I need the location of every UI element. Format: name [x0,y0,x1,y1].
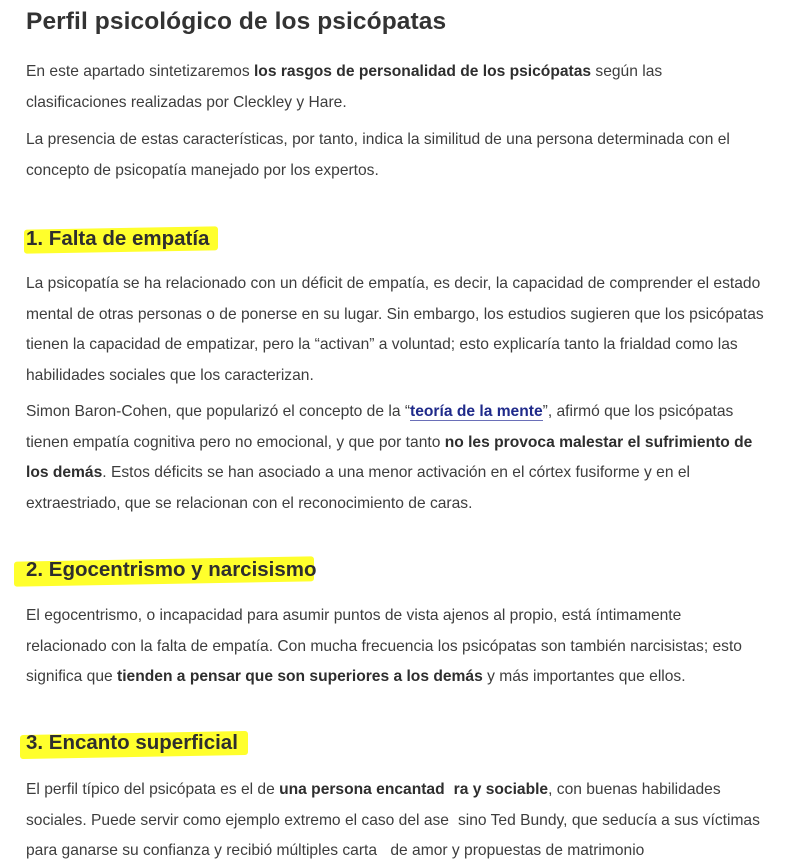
paragraph-text: , con buenas habilidades sociales. Puede servir como ejemplo extremo el caso del ase [26,781,721,829]
section-3-paragraph-1 [26,775,766,867]
intro-paragraph-2: La presencia de estas características, por tanto, indica la similitud de una persona determinada con el concepto de psicopatía manejado por los expertos. [26,131,730,179]
section-heading-charm [26,731,238,755]
theory-of-mind-link[interactable]: teoría de la mente [410,403,543,420]
intro-bold: los rasgos de personalidad de los psicópatas [253,63,592,80]
paragraph-bold: tienden a pensar que son superiores a los demás [117,668,483,685]
paragraph-text: El perfil típico del psicópata es el de [26,781,280,798]
section-heading-label: 3. Encanto superficial [26,731,238,754]
paragraph-text: . Estos déficits se han asociado a una menor activación en el córtex fusiforme y en el extraestriado, que se relacionan con el reconocimiento de caras. [26,464,690,512]
section-heading-label: 2. Egocentrismo y narcisismo [26,558,317,581]
intro-text-end: según las clasificaciones realizadas por Cleckley y Hare. [26,63,663,111]
paragraph-text: Simon Baron-Cohen, que popularizó el concepto de la “ [26,403,411,420]
intro-paragraph-1 [26,57,766,118]
section-heading-label: 1. Falta de empatía [26,227,210,250]
section-1-paragraph-1: La psicopatía se ha relacionado con un déficit de empatía, es decir, la capacidad de comprender el estado mental de otras personas o de ponerse en su lugar. Sin embargo, los estudios sugieren que los psicópatas tienen la capacidad de empatizar, pero la “activan” a voluntad; esto explicaría tanto la frialdad como las habilidades sociales que los caracterizan. [26,275,764,384]
paragraph-text: ”, afirmó que los psicópatas tienen empatía cognitiva pero no emocional, y que por tanto [26,403,734,451]
section-heading-egocentrism [26,558,317,582]
paragraph-bold: una persona encantad [279,781,445,798]
paragraph-bold: no les provoca malestar el sufrimiento de los demás [26,433,753,481]
paragraph-text: sino Ted Bundy, que seducía a sus víctimas para ganarse su confianza y recibió múltiples carta [26,811,760,859]
page-title: Perfil psicológico de los psicópatas [26,8,447,35]
paragraph-bold: ra y sociable [453,781,549,798]
section-heading-empathy [26,227,209,251]
paragraph-text: El egocentrismo, o incapacidad para asumir puntos de vista ajenos al propio, está íntimamente relacionado con la falta de empatía. Con mucha frecuencia los psicópatas son también narcisistas; esto significa que [26,607,742,685]
section-2-paragraph-1 [26,601,766,693]
paragraph-text: de amor y propuestas de matrimonio [386,842,645,859]
section-1-paragraph-2 [26,397,766,519]
intro-text: En este apartado sintetizaremos [26,63,254,80]
paragraph-text: y más importantes que ellos. [482,668,686,685]
